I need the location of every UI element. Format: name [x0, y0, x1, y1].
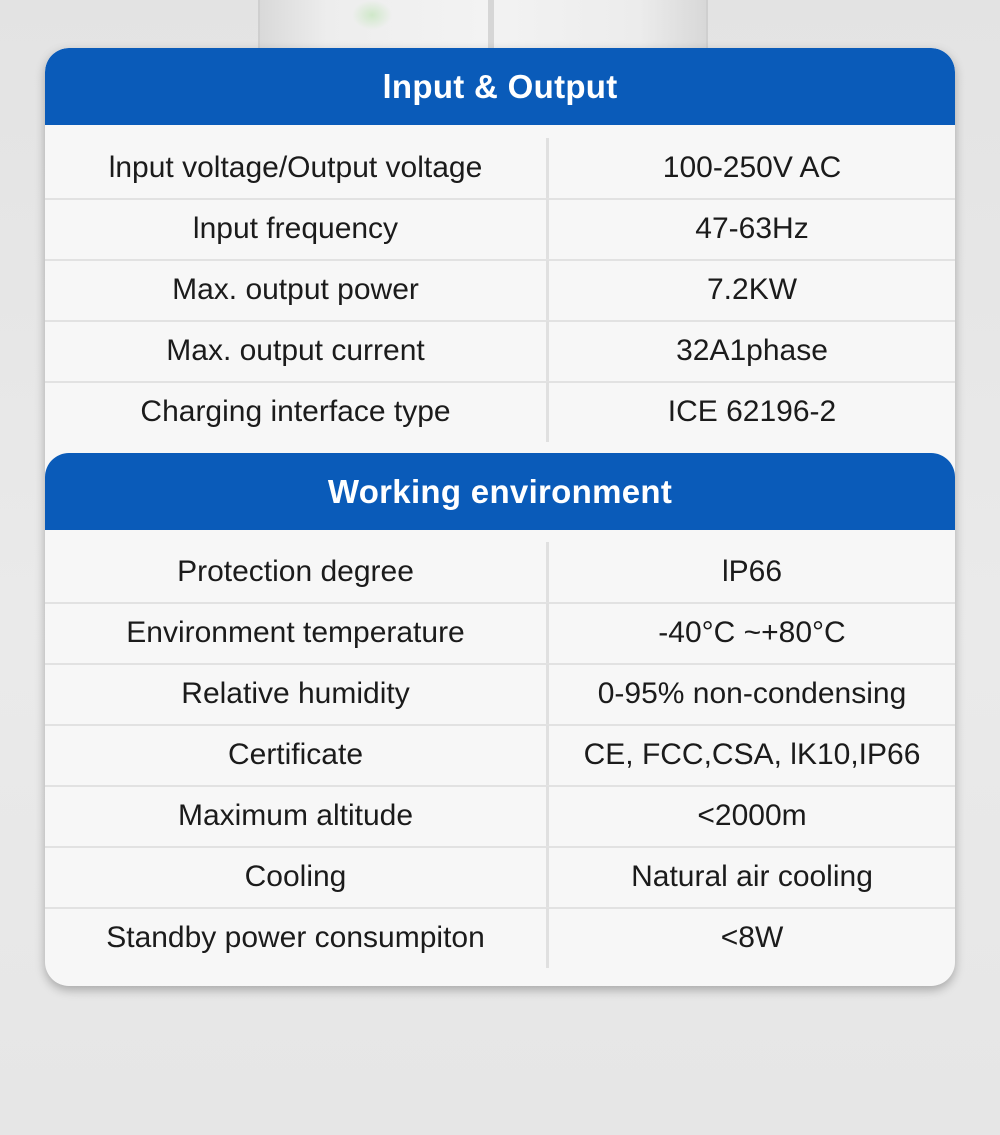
spec-row-cooling: [45, 847, 955, 907]
spec-row-input-frequency: [45, 199, 955, 259]
spec-label: Cooling: [45, 847, 549, 907]
spec-label: Relative humidity: [45, 664, 549, 724]
spec-value: 47-63Hz: [695, 212, 809, 245]
spec-value: 0-95% non-condensing: [597, 677, 907, 710]
indicator-light: [352, 0, 392, 30]
spec-row-standby-power: [45, 908, 955, 968]
spec-value: -40°C ~+80°C: [658, 616, 846, 649]
spec-card: [45, 48, 955, 986]
spec-label: Protection degree: [45, 542, 549, 602]
spec-label: Charging interface type: [45, 382, 549, 442]
spec-value: 32A1phase: [676, 334, 828, 367]
spec-label: Maximum altitude: [45, 786, 549, 846]
spec-value: ICE 62196-2: [667, 395, 837, 428]
spec-label: Standby power consumpiton: [45, 908, 549, 968]
spec-label: Max. output current: [45, 321, 549, 381]
spec-row-charging-interface: [45, 382, 955, 442]
spec-value: <8W: [720, 921, 784, 954]
spec-row-environment-temperature: [45, 603, 955, 663]
spec-row-protection-degree: [45, 542, 955, 602]
spec-value: CE, FCC,CSA, lK10,IP66: [583, 738, 921, 771]
spec-row-relative-humidity: [45, 664, 955, 724]
spec-row-input-voltage: [45, 138, 955, 198]
spec-label: Environment temperature: [45, 603, 549, 663]
section-title: Working environment: [327, 472, 673, 510]
section-header-input-output: [45, 48, 955, 125]
spec-row-max-output-power: [45, 260, 955, 320]
spec-label: Certificate: [45, 725, 549, 785]
spec-label: lnput voltage/Output voltage: [45, 138, 549, 198]
spec-value: lP66: [721, 555, 783, 588]
section-header-working-environment: [45, 453, 955, 530]
section-title: lnput & Output: [382, 67, 618, 105]
spec-row-maximum-altitude: [45, 786, 955, 846]
spec-label: lnput frequency: [45, 199, 549, 259]
spec-value: 100-250V AC: [662, 151, 842, 184]
spec-value: 7.2KW: [706, 273, 798, 306]
spec-row-max-output-current: [45, 321, 955, 381]
spec-value: Natural air cooling: [631, 860, 873, 893]
spec-label: Max. output power: [45, 260, 549, 320]
spec-row-certificate: [45, 725, 955, 785]
spec-value: <2000m: [697, 799, 807, 832]
